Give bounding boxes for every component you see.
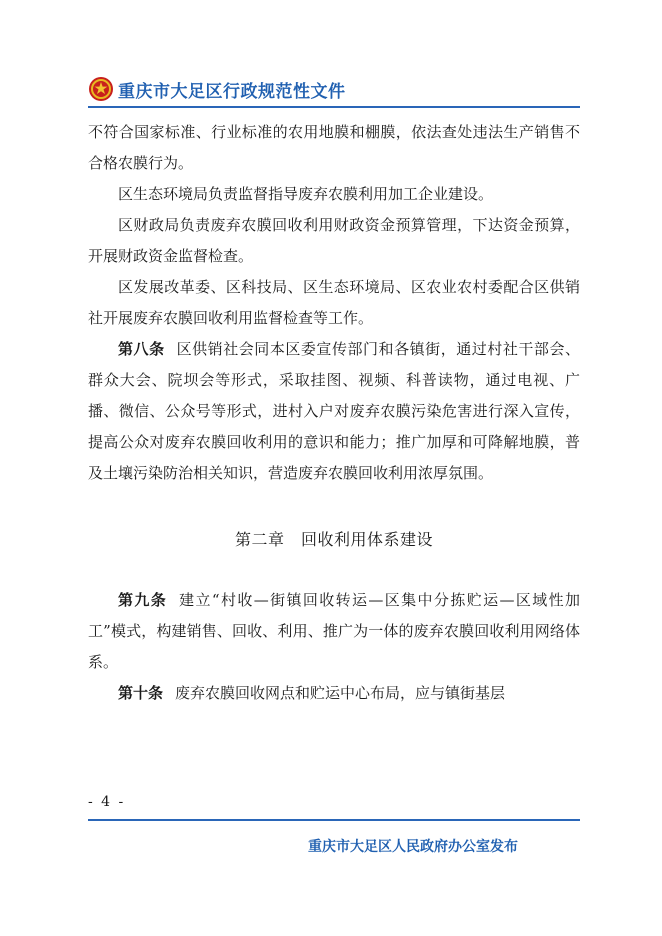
- national-emblem-icon: [88, 76, 114, 102]
- article-label: 第九条: [118, 591, 168, 609]
- article-text: 废弃农膜回收网点和贮运中心布局，应与镇街基层: [175, 684, 506, 702]
- article-text: 建立“村收—街镇回收转运—区集中分拣贮运—区域性加工”模式，构建销售、回收、利用、推广为一体的废弃农膜回收利用网络体系。: [88, 591, 580, 671]
- chapter-heading: 第二章 回收利用体系建设: [234, 530, 433, 549]
- article-8: [88, 334, 580, 489]
- publisher-line: 重庆市大足区人民政府办公室发布: [308, 839, 518, 855]
- paragraph: 区财政局负责废弃农膜回收利用财政资金预算管理，下达资金预算，开展财政资金监督检查。: [88, 216, 580, 265]
- article-label: 第十条: [118, 684, 164, 702]
- paragraph: 区生态环境局负责监督指导废弃农膜利用加工企业建设。: [118, 185, 494, 203]
- paragraph: 区发展改革委、区科技局、区生态环境局、区农业农村委配合区供销社开展废弃农膜回收利用监督检查等工作。: [88, 278, 580, 327]
- page-number: - 4 -: [88, 794, 126, 810]
- paragraph: 不符合国家标准、行业标准的农用地膜和棚膜，依法查处违法生产销售不合格农膜行为。: [88, 123, 580, 172]
- article-9: [88, 585, 580, 678]
- document-header: [88, 72, 580, 108]
- article-10: [88, 678, 580, 709]
- header-divider: [88, 106, 580, 108]
- article-text: 区供销社会同本区委宣传部门和各镇街，通过村社干部会、群众大会、院坝会等形式，采取挂图、视频、科普读物，通过电视、广播、微信、公众号等形式，进村入户对废弃农膜污染危害进行深入宣传，提高公众对废弃农膜回收利用的意识和能力；推广加厚和可降解地膜，普及土壤污染防治相关知识，营造废弃农膜回收利用浓厚氛围。: [88, 340, 580, 482]
- article-label: 第八条: [118, 340, 165, 358]
- footer-divider: [88, 819, 580, 821]
- document-body: [88, 117, 580, 709]
- document-series-title: 重庆市大足区行政规范性文件: [118, 82, 346, 102]
